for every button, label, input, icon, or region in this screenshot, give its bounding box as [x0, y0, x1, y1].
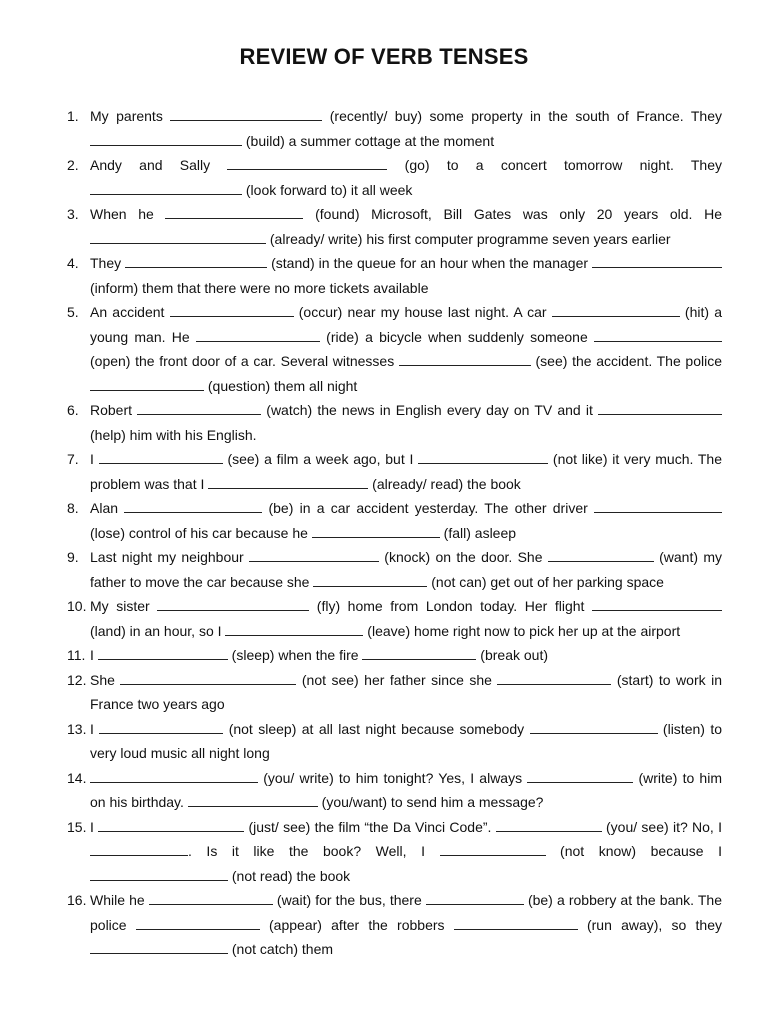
exercise-item [0, 496, 768, 545]
answer-blank[interactable] [90, 131, 242, 146]
item-text-segment: (not like) it very much. The problem was that I [90, 451, 723, 492]
item-number: 8. [67, 500, 79, 516]
item-text-segment: (leave) home right now to pick her up at the airport [363, 622, 681, 639]
item-text-segment: Last night my neighbour [90, 549, 249, 565]
item-text-segment: (want) my father to move the car because she [90, 549, 722, 590]
item-text-segment: (be) in a car accident yesterday. The other driver [262, 500, 594, 516]
answer-blank[interactable] [399, 351, 531, 366]
item-text [90, 251, 722, 300]
item-text-segment: . Is it like the book? Well, I [188, 843, 440, 859]
item-text-segment: (not know) because I [545, 843, 722, 859]
answer-blank[interactable] [548, 547, 654, 562]
item-number: 9. [67, 549, 79, 565]
item-text-segment: (recently/ buy) some property in the south of France. They [322, 108, 722, 124]
answer-blank[interactable] [552, 302, 680, 317]
item-text-segment: (occur) near my house last night. A car [293, 304, 552, 320]
item-text-segment: (build) a summer cottage at the moment [242, 132, 495, 149]
answer-blank[interactable] [496, 817, 602, 832]
item-text-segment: (watch) the news in English every day on TV and it [261, 402, 598, 418]
item-text-segment: (wait) for the bus, there [272, 892, 426, 908]
answer-blank[interactable] [136, 915, 260, 930]
item-number: 5. [67, 304, 79, 320]
answer-blank[interactable] [90, 939, 228, 954]
item-text-segment: (question) them all night [204, 377, 358, 394]
item-text-segment: (just/ see) the film “the Da Vinci Code”. [244, 818, 496, 835]
answer-blank[interactable] [170, 106, 322, 121]
item-text-segment: (appear) after the robbers [259, 916, 454, 933]
item-text-segment: Alan [90, 500, 125, 516]
answer-blank[interactable] [249, 547, 379, 562]
exercise-item [0, 202, 768, 251]
item-number: 16. [67, 892, 87, 908]
item-text-segment: (run away), so they [577, 916, 722, 933]
answer-blank[interactable] [90, 866, 228, 881]
answer-blank[interactable] [227, 155, 387, 170]
item-text-segment: (break out) [476, 647, 548, 663]
answer-blank[interactable] [530, 719, 658, 734]
answer-blank[interactable] [99, 719, 223, 734]
answer-blank[interactable] [497, 670, 611, 685]
item-text-segment: (knock) on the door. She [378, 549, 548, 565]
item-text-segment: (not sleep) at all last night because somebody [223, 720, 530, 737]
exercise-item [0, 815, 768, 889]
item-text-segment: (not see) her father since she [296, 671, 498, 688]
answer-blank[interactable] [196, 327, 320, 342]
answer-blank[interactable] [598, 400, 722, 415]
item-number: 4. [67, 255, 79, 271]
item-text-segment: (stand) in the queue for an hour when the manager [267, 255, 593, 271]
exercise-item [0, 398, 768, 447]
item-text [90, 668, 722, 717]
answer-blank[interactable] [125, 253, 267, 268]
item-text [90, 888, 722, 962]
item-text [90, 153, 722, 202]
item-number: 3. [67, 206, 79, 222]
item-text-segment: (not read) the book [228, 867, 351, 884]
item-number: 15. [67, 818, 87, 835]
item-text-segment: I [90, 647, 98, 663]
item-number: 10. [67, 598, 87, 614]
item-text-segment: (not catch) them [228, 941, 334, 957]
item-text-segment: (see) a film a week ago, but I [222, 451, 419, 467]
answer-blank[interactable] [98, 817, 244, 832]
item-text-segment: (write) to him on his birthday. [90, 769, 722, 810]
item-text-segment: Andy and Sally [90, 157, 228, 173]
item-text-segment: I [90, 818, 99, 835]
exercise-item [0, 594, 768, 643]
exercise-list [0, 104, 768, 962]
item-number: 12. [67, 671, 87, 688]
item-text-segment: (found) Microsoft, Bill Gates was only 20 years old. He [303, 206, 722, 222]
item-text [90, 594, 722, 643]
page-title: REVIEW OF VERB TENSES [239, 44, 529, 69]
item-text-segment: (you/want) to send him a message? [317, 794, 544, 810]
item-text-segment: (be) a robbery at the bank. The police [90, 892, 723, 933]
answer-blank[interactable] [124, 498, 262, 513]
item-text-segment: (ride) a bicycle when suddenly someone [319, 328, 595, 345]
item-number: 13. [67, 720, 87, 737]
item-text-segment: (fall) asleep [439, 524, 517, 541]
exercise-item [0, 251, 768, 300]
answer-blank[interactable] [90, 180, 242, 195]
item-text-segment: My sister [90, 598, 158, 614]
answer-blank[interactable] [90, 768, 258, 783]
answer-blank[interactable] [313, 572, 427, 587]
answer-blank[interactable] [90, 376, 204, 391]
item-text-segment: (go) to a concert tomorrow night. They [387, 157, 722, 173]
answer-blank[interactable] [98, 645, 228, 660]
item-text-segment: (fly) home from London today. Her flight [309, 598, 592, 614]
item-text [90, 104, 722, 153]
answer-blank[interactable] [90, 841, 188, 856]
item-text-segment: An accident [90, 304, 170, 320]
answer-blank[interactable] [312, 523, 440, 538]
item-text-segment: (inform) them that there were no more tickets available [90, 279, 429, 296]
answer-blank[interactable] [527, 768, 633, 783]
item-text-segment: (you/ see) it? No, I [601, 818, 722, 835]
item-number: 6. [67, 402, 79, 418]
item-text-segment: (lose) control of his car because he [90, 524, 312, 541]
item-text-segment: (you/ write) to him tonight? Yes, I always [258, 769, 528, 786]
exercise-item [0, 668, 768, 717]
item-text-segment: (sleep) when the fire [227, 647, 363, 663]
item-text-segment: They [90, 255, 126, 271]
item-text-segment: While he [90, 892, 149, 908]
exercise-item [0, 300, 768, 398]
answer-blank[interactable] [225, 621, 363, 636]
item-text-segment: (not can) get out of her parking space [427, 573, 664, 590]
item-text [90, 766, 722, 815]
answer-blank[interactable] [120, 670, 296, 685]
item-text [90, 545, 722, 594]
answer-blank[interactable] [594, 327, 722, 342]
exercise-item [0, 447, 768, 496]
item-text [90, 815, 722, 889]
answer-blank[interactable] [592, 596, 722, 611]
item-text-segment: (look forward to) it all week [242, 181, 413, 198]
item-number: 14. [67, 769, 87, 786]
exercise-item [0, 153, 768, 202]
item-text [90, 398, 722, 447]
item-text-segment: When he [90, 206, 166, 222]
item-text-segment: (already/ read) the book [368, 475, 521, 492]
exercise-item [0, 545, 768, 594]
answer-blank[interactable] [188, 792, 318, 807]
answer-blank[interactable] [454, 915, 578, 930]
item-number: 1. [67, 108, 79, 124]
item-text-segment: (open) the front door of a car. Several witnesses [90, 353, 399, 369]
item-text [90, 643, 722, 668]
item-text-segment: I [90, 451, 99, 467]
item-text-segment: (help) him with his English. [90, 426, 257, 443]
item-text-segment: My parents [90, 108, 171, 124]
item-text-segment: (land) in an hour, so I [90, 622, 226, 639]
answer-blank[interactable] [157, 596, 309, 611]
item-text-segment: (hit) a young man. He [90, 304, 722, 345]
item-text [90, 496, 722, 545]
answer-blank[interactable] [362, 645, 476, 660]
answer-blank[interactable] [418, 449, 548, 464]
answer-blank[interactable] [165, 204, 303, 219]
item-text-segment: (see) the accident. The police [530, 353, 722, 369]
answer-blank[interactable] [440, 841, 546, 856]
answer-blank[interactable] [592, 253, 722, 268]
item-text-segment: I [90, 720, 100, 737]
answer-blank[interactable] [170, 302, 294, 317]
exercise-item [0, 104, 768, 153]
item-number: 7. [67, 451, 79, 467]
item-text [90, 717, 722, 766]
answer-blank[interactable] [208, 474, 368, 489]
item-text-segment: (start) to work in France two years ago [90, 671, 722, 712]
exercise-item [0, 717, 768, 766]
item-number: 2. [67, 157, 79, 173]
answer-blank[interactable] [426, 890, 524, 905]
item-text [90, 300, 722, 398]
answer-blank[interactable] [99, 449, 223, 464]
answer-blank[interactable] [90, 229, 266, 244]
item-text [90, 202, 722, 251]
item-text-segment: She [90, 671, 121, 688]
exercise-item [0, 643, 768, 668]
item-text-segment: (already/ write) his first computer programme seven years earlier [266, 230, 671, 247]
exercise-item [0, 888, 768, 962]
item-text-segment: (listen) to very loud music all night long [90, 720, 722, 761]
answer-blank[interactable] [594, 498, 722, 513]
answer-blank[interactable] [137, 400, 261, 415]
exercise-item [0, 766, 768, 815]
item-text [90, 447, 722, 496]
item-number: 11. [67, 647, 86, 663]
item-text-segment: Robert [90, 402, 138, 418]
answer-blank[interactable] [149, 890, 273, 905]
